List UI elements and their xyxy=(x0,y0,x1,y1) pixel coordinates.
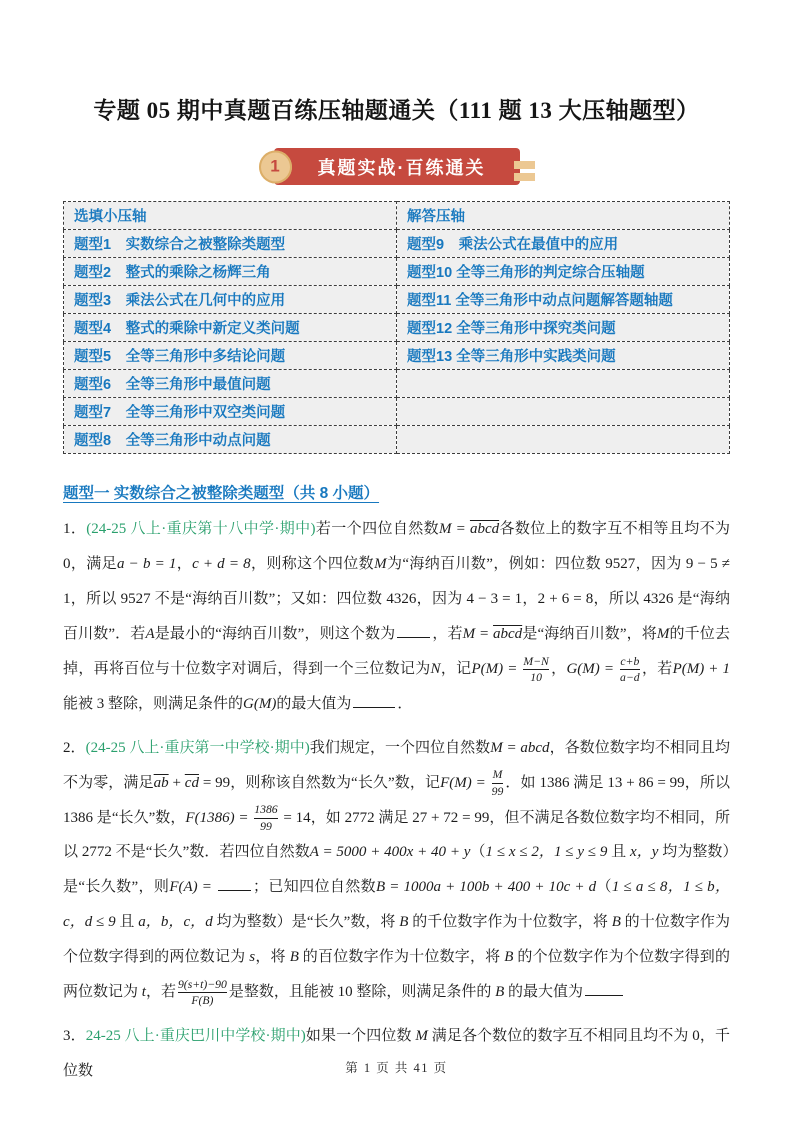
toc-row xyxy=(64,342,730,370)
banner-number-circle: 1 xyxy=(259,150,292,183)
toc-cell xyxy=(397,426,730,454)
problem-body: 我们规定，一个四位自然数M = abcd，各数位数字均不相同且均不为零，满足$\overline{ab} + \overline{cd} = 99$，则称该自然数为“长久”数，记F(M) = $\frac{M}{99}$ ．如 1386 满足 13 + 86 = 99，所以 1386 是“长久”数，F(1386) = $\frac{1386}{99}$ = 14，如 2772 满足 27 + 72 = 99，但不满足各数位数字均不相同，所以 2772 不是“长久”数．若四位自然数A = 5000 + 400x + 40 + y（1 ≤ x ≤ 2，1 ≤ y ≤ 9 且 x，y 均为整数）是“长久数”，则F(A) = ；已知四位自然数B = 1000a + 100b + 400 + 10c + d（1 ≤ a ≤ 8，1 ≤ b，c，d ≤ 9 且 a，b，c，d 均为整数）是“长久”数，将 B 的千位数字作为十位数字，将 B 的十位数字作为个位数字得到的两位数记为 s，将 B 的百位数字作为十位数字，将 B 的个位数字作为个位数字得到的两位数记为 t，若 $\frac{9(s+t)-90}{F(B)}$ 是整数，且能被 10 整除，则满足条件的 B 的最大值为 xyxy=(63,739,730,1008)
page-footer: 第 1 页 共 41 页 xyxy=(345,1061,448,1075)
ribbon-tab-icon xyxy=(514,161,535,169)
toc-cell: 题型12 全等三角形中探究类问题 xyxy=(397,314,730,342)
toc-row xyxy=(64,230,730,258)
toc-cell: 题型5 全等三角形中多结论问题 xyxy=(64,342,397,370)
toc-row xyxy=(64,370,730,398)
toc-row xyxy=(64,314,730,342)
problem-number: 3． xyxy=(63,1028,86,1045)
problem-number: 1． xyxy=(63,521,87,537)
toc-cell: 选填小压轴 xyxy=(64,202,397,230)
problem-item-1 xyxy=(63,512,730,722)
toc-cell: 题型3 乘法公式在几何中的应用 xyxy=(64,286,397,314)
problem-number: 2． xyxy=(63,739,86,756)
toc-cell: 题型9 乘法公式在最值中的应用 xyxy=(397,230,730,258)
toc-cell xyxy=(397,370,730,398)
toc-row xyxy=(64,258,730,286)
toc-cell: 题型4 整式的乘除中新定义类问题 xyxy=(64,314,397,342)
ribbon-tab-icon xyxy=(514,173,535,181)
page-title: 专题 05 期中真题百练压轴题通关（111 题 13 大压轴题型） xyxy=(93,98,700,123)
banner-ribbon xyxy=(270,148,520,185)
toc-cell: 题型10 全等三角形的判定综合压轴题 xyxy=(397,258,730,286)
problem-source: 24-25 八上·重庆巴川中学校·期中) xyxy=(85,1028,306,1045)
section-banner xyxy=(63,148,730,185)
toc-cell: 题型6 全等三角形中最值问题 xyxy=(64,370,397,398)
toc-cell: 题型7 全等三角形中双空类问题 xyxy=(64,398,397,426)
problem-source: (24-25 八上·重庆第一中学校·期中) xyxy=(85,739,310,756)
toc-table xyxy=(63,201,730,454)
toc-cell: 解答压轴 xyxy=(397,202,730,230)
toc-cell: 题型11 全等三角形中动点问题解答题轴题 xyxy=(397,286,730,314)
problem-source: (24-25 八上·重庆第十八中学·期中) xyxy=(86,521,316,537)
toc-cell: 题型2 整式的乘除之杨辉三角 xyxy=(64,258,397,286)
toc-cell: 题型13 全等三角形中实践类问题 xyxy=(397,342,730,370)
toc-cell: 题型8 全等三角形中动点问题 xyxy=(64,426,397,454)
problem-body: 若一个四位自然数M = abcd各数位上的数字互不相等且均不为 0，满足a − b = 1，c + d = 8，则称这个四位数M为“海纳百川数”，例如：四位数 9527，因为 9 − 5 ≠ 1，所以 9527 不是“海纳百川数”；又如：四位数 4326，因为 4 − 3 = 1，2 + 6 = 8，所以 4326 是“海纳百川数”．若A是最小的“海纳百川数”，则这个数为 ，若M = abcd是“海纳百川数”，将M的千位去掉，再将百位与十位数字对调后，得到一个三位数记为N，记P(M) = $\frac{M-N}{10}$ ，G(M) = $\frac{c+b}{a-d}$ ，若P(M) + 1 能被 3 整除，则满足条件的G(M)的最大值为 ． xyxy=(63,521,730,712)
problem-item-3 xyxy=(63,1019,730,1089)
banner-ribbon-tabs xyxy=(514,161,535,181)
toc-cell: 题型1 实数综合之被整除类题型 xyxy=(64,230,397,258)
section-heading: 题型一 实数综合之被整除类题型（共 8 小题） xyxy=(63,485,380,502)
banner-label: 真题实战·百练通关 xyxy=(317,157,486,178)
problem-body: 如果一个四位数 M 满足各个数位的数字互不相同且均不为 0，千位数 xyxy=(63,1028,730,1080)
toc-row xyxy=(64,286,730,314)
toc-cell xyxy=(397,398,730,426)
toc-row xyxy=(64,398,730,426)
toc-row xyxy=(64,202,730,230)
toc-row xyxy=(64,426,730,454)
problem-item-2 xyxy=(63,731,730,1011)
